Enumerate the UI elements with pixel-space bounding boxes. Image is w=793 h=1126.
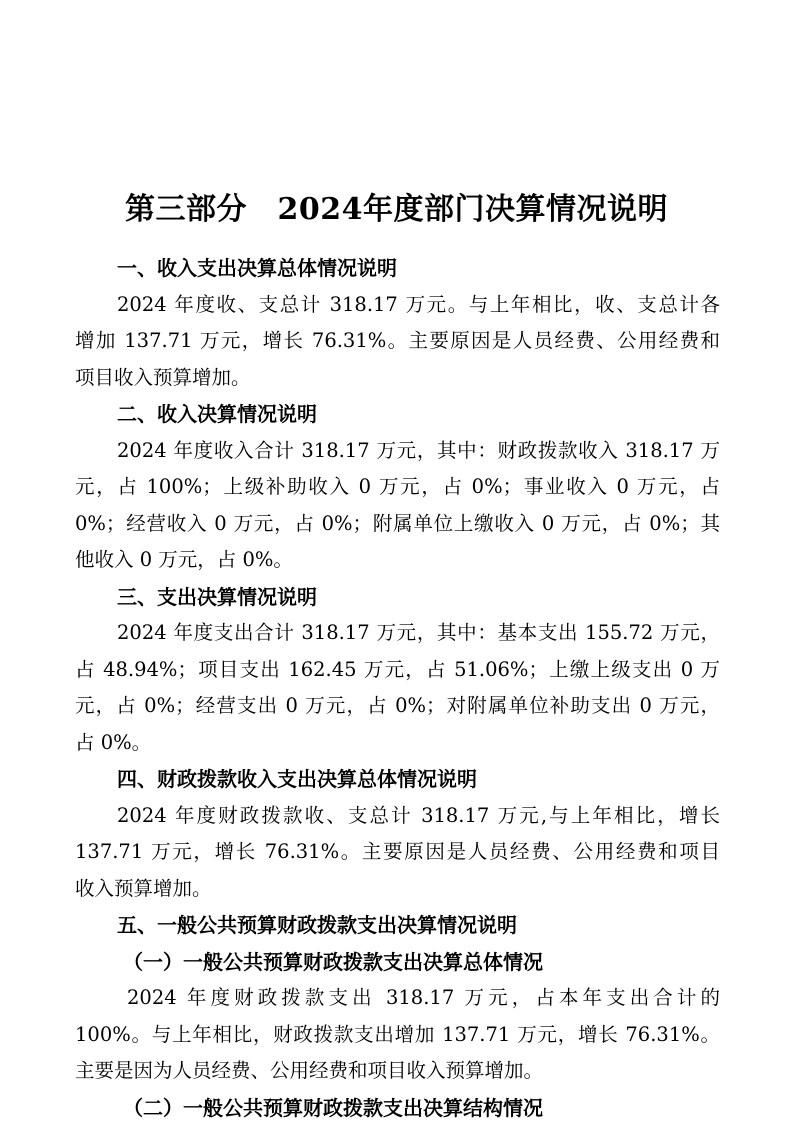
paragraph-line: 2024 年度收入合计 318.17 万元，其中：财政拨款收入 318.17 万 <box>75 433 720 470</box>
paragraph-line: 占 0%。 <box>75 725 720 762</box>
paragraph-line: 0%；经营收入 0 万元，占 0%；附属单位上缴收入 0 万元，占 0%；其 <box>75 506 720 543</box>
paragraph-line: 主要是因为人员经费、公用经费和项目收入预算增加。 <box>75 1053 720 1090</box>
paragraph-line: 2024 年度支出合计 318.17 万元，其中：基本支出 155.72 万元， <box>75 615 720 652</box>
section-heading-5: 五、一般公共预算财政拨款支出决算情况说明 <box>75 907 720 944</box>
paragraph-line: 增加 137.71 万元，增长 76.31%。主要原因是人员经费、公用经费和 <box>75 323 720 360</box>
paragraph-line: 元，占 0%；经营支出 0 万元，占 0%；对附属单位补助支出 0 万元， <box>75 688 720 725</box>
paragraph-line: 2024 年度财政拨款收、支总计 318.17 万元,与上年相比，增长 <box>75 798 720 835</box>
paragraph-line: 项目收入预算增加。 <box>75 360 720 397</box>
paragraph-line: 收入预算增加。 <box>75 871 720 908</box>
section-heading-4: 四、财政拨款收入支出决算总体情况说明 <box>75 761 720 798</box>
paragraph-line: 元，占 100%；上级补助收入 0 万元，占 0%；事业收入 0 万元，占 <box>75 469 720 506</box>
paragraph-line: 2024 年度收、支总计 318.17 万元。与上年相比，收、支总计各 <box>75 287 720 324</box>
paragraph-line: 占 48.94%；项目支出 162.45 万元，占 51.06%；上缴上级支出 0 万 <box>75 652 720 689</box>
section-heading-3: 三、支出决算情况说明 <box>75 579 720 616</box>
paragraph-line: 他收入 0 万元，占 0%。 <box>75 542 720 579</box>
section-heading-2: 二、收入决算情况说明 <box>75 396 720 433</box>
paragraph-line: 2024 年度财政拨款支出 318.17 万元，占本年支出合计的 <box>75 980 720 1017</box>
page-title: 第三部分 2024年度部门决算情况说明 <box>0 184 793 228</box>
subsection-heading-1: （一）一般公共预算财政拨款支出决算总体情况 <box>75 944 720 981</box>
paragraph-line: 100%。与上年相比，财政拨款支出增加 137.71 万元，增长 76.31%。 <box>75 1017 720 1054</box>
paragraph-line: 137.71 万元，增长 76.31%。主要原因是人员经费、公用经费和项目 <box>75 834 720 871</box>
section-heading-1: 一、收入支出决算总体情况说明 <box>75 250 720 287</box>
subsection-heading-2: （二）一般公共预算财政拨款支出决算结构情况 <box>75 1090 720 1126</box>
document-body <box>75 250 720 1126</box>
